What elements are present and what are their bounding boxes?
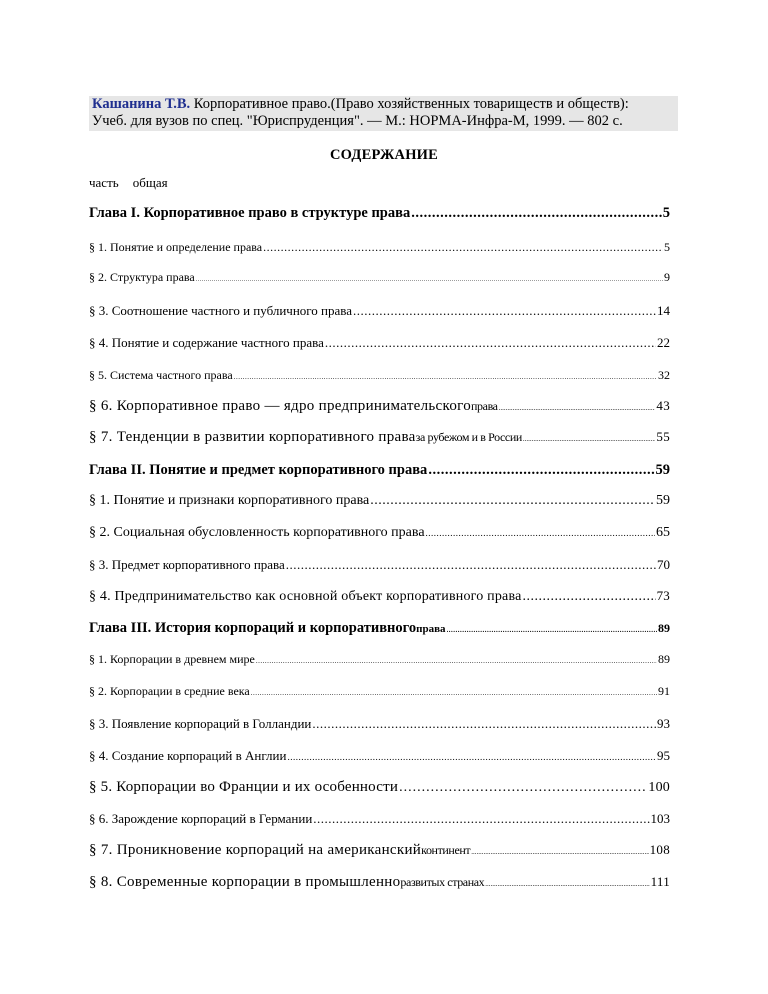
- leader-dots: [313, 811, 649, 827]
- toc-label: § 7. Проникновение корпораций на американский: [89, 842, 422, 858]
- toc-page-number: 73: [656, 588, 670, 603]
- toc-label: § 2. Социальная обусловленность корпоративного права: [89, 525, 425, 540]
- toc-label: § 3. Появление корпораций в Голландии: [89, 716, 312, 731]
- toc-page-number: 103: [650, 811, 670, 826]
- citation-title: Корпоративное право.(Право хозяйственных товариществ и обществ):: [190, 96, 629, 112]
- toc-section-1-7[interactable]: [89, 429, 670, 446]
- toc-label: § 7. Тенденции в развитии корпоративного права: [89, 429, 416, 445]
- toc-section-3-4[interactable]: [89, 748, 670, 764]
- toc-page-number: 65: [656, 525, 670, 540]
- toc-section-1-4[interactable]: [89, 335, 670, 351]
- leader-dots: [196, 277, 663, 283]
- leader-dots: [325, 335, 656, 351]
- toc-label: § 5. Система частного права: [89, 368, 233, 382]
- toc-label: § 1. Корпорации в древнем мире: [89, 652, 255, 666]
- leader-dots: [523, 589, 656, 605]
- leader-dots: [523, 435, 656, 443]
- toc-page-number: 59: [655, 462, 670, 478]
- toc-page-number: 59: [656, 493, 670, 508]
- toc-page-number: 100: [648, 780, 670, 795]
- toc-section-1-3[interactable]: [89, 303, 670, 319]
- toc-section-1-6[interactable]: [89, 398, 670, 415]
- part-label: [89, 175, 168, 191]
- leader-dots: [499, 404, 656, 412]
- toc-label: Глава I. Корпоративное право в структуре права: [89, 205, 411, 221]
- toc-section-3-6[interactable]: [89, 811, 670, 827]
- toc-label-tail: континент: [421, 843, 471, 857]
- toc-page-number: 91: [658, 684, 670, 698]
- toc-page-number: 89: [658, 652, 670, 666]
- toc-label-tail: права: [471, 399, 498, 413]
- toc-section-2-4[interactable]: [89, 588, 670, 605]
- toc-page-number: 93: [657, 716, 670, 731]
- toc-section-3-2[interactable]: [89, 684, 670, 699]
- toc-label: § 6. Зарождение корпораций в Германии: [89, 811, 313, 826]
- toc-label: § 2. Корпорации в средние века: [89, 684, 250, 698]
- toc-section-3-8[interactable]: [89, 874, 670, 891]
- leader-dots: [287, 752, 656, 762]
- leader-dots: [251, 689, 657, 697]
- toc-page-number: 89: [658, 621, 670, 635]
- toc-label: § 2. Структура права: [89, 270, 195, 284]
- toc-section-3-7[interactable]: [89, 842, 670, 859]
- part-word-2: общая: [132, 175, 168, 190]
- leader-dots: [485, 880, 649, 888]
- citation-line-1: [92, 96, 678, 113]
- toc-section-3-3[interactable]: [89, 716, 670, 732]
- citation-line-2: Учеб. для вузов по спец. "Юриспруденция". — М.: НОРМА-Инфра-М, 1999. — 802 с.: [92, 113, 623, 129]
- toc-label: § 1. Понятие и определение права: [89, 240, 263, 254]
- toc-label: Глава III. История корпораций и корпоративного: [89, 620, 417, 636]
- toc-label-tail: развитых странах: [400, 875, 485, 889]
- toc-page-number: 43: [656, 398, 670, 413]
- leader-dots: [426, 528, 655, 538]
- toc-section-2-1[interactable]: [89, 493, 670, 509]
- toc-page-number: 5: [664, 240, 670, 254]
- toc-section-2-2[interactable]: [89, 525, 670, 541]
- toc-label: § 5. Корпорации во Франции и их особенности: [89, 779, 399, 795]
- page-title: СОДЕРЖАНИЕ: [329, 147, 439, 163]
- leader-dots: [312, 716, 656, 732]
- toc-label: § 3. Предмет корпоративного права: [89, 557, 285, 572]
- toc-label: § 1. Понятие и признаки корпоративного права: [89, 493, 370, 508]
- toc-section-3-1[interactable]: [89, 652, 670, 667]
- citation-block: [89, 96, 678, 131]
- toc-label: § 6. Корпоративное право — ядро предпринимательского: [89, 398, 472, 414]
- toc-section-3-5[interactable]: [89, 779, 670, 796]
- toc-label: § 8. Современные корпорации в промышленно: [89, 874, 401, 890]
- toc-label-tail: за рубежом и в России: [415, 430, 522, 444]
- toc-section-2-3[interactable]: [89, 557, 670, 573]
- leader-dots: [353, 303, 656, 319]
- toc-chapter-2[interactable]: [89, 462, 670, 479]
- toc-page-number: 111: [650, 874, 670, 889]
- leader-dots: [447, 626, 657, 634]
- citation-author: Кашанина Т.В.: [92, 96, 191, 112]
- toc-page-number: 14: [657, 303, 670, 318]
- toc-page-number: 108: [649, 842, 670, 857]
- leader-dots: [263, 240, 663, 255]
- toc-label: § 4. Создание корпораций в Англии: [89, 748, 287, 763]
- leader-dots: [234, 373, 657, 381]
- toc-label-tail: права: [416, 623, 446, 635]
- toc-section-1-1[interactable]: [89, 240, 670, 255]
- leader-dots: [411, 205, 662, 222]
- toc-page-number: 55: [656, 429, 670, 444]
- toc-chapter-1[interactable]: [89, 205, 670, 222]
- toc-page-number: 95: [657, 748, 670, 763]
- toc-page-number: 32: [658, 368, 670, 382]
- leader-dots: [471, 848, 648, 856]
- toc-label: § 4. Предпринимательство как основной объект корпоративного права: [89, 589, 522, 604]
- toc-label: § 4. Понятие и содержание частного права: [89, 335, 324, 350]
- toc-page-number: 70: [657, 557, 670, 572]
- toc-page-number: 5: [662, 205, 670, 221]
- leader-dots: [286, 557, 656, 573]
- part-word-1: часть: [89, 175, 119, 190]
- leader-dots: [370, 493, 655, 509]
- toc-section-1-2[interactable]: [89, 270, 670, 285]
- toc-label: § 3. Соотношение частного и публичного права: [89, 303, 353, 318]
- toc-page-number: 9: [664, 270, 670, 284]
- toc-page-number: 22: [657, 335, 670, 350]
- toc-section-1-5[interactable]: [89, 368, 670, 383]
- leader-dots: [399, 780, 647, 796]
- toc-label: Глава II. Понятие и предмет корпоративного права: [89, 462, 428, 478]
- leader-dots: [256, 657, 657, 665]
- toc-chapter-3[interactable]: [89, 620, 670, 637]
- leader-dots: [428, 462, 654, 479]
